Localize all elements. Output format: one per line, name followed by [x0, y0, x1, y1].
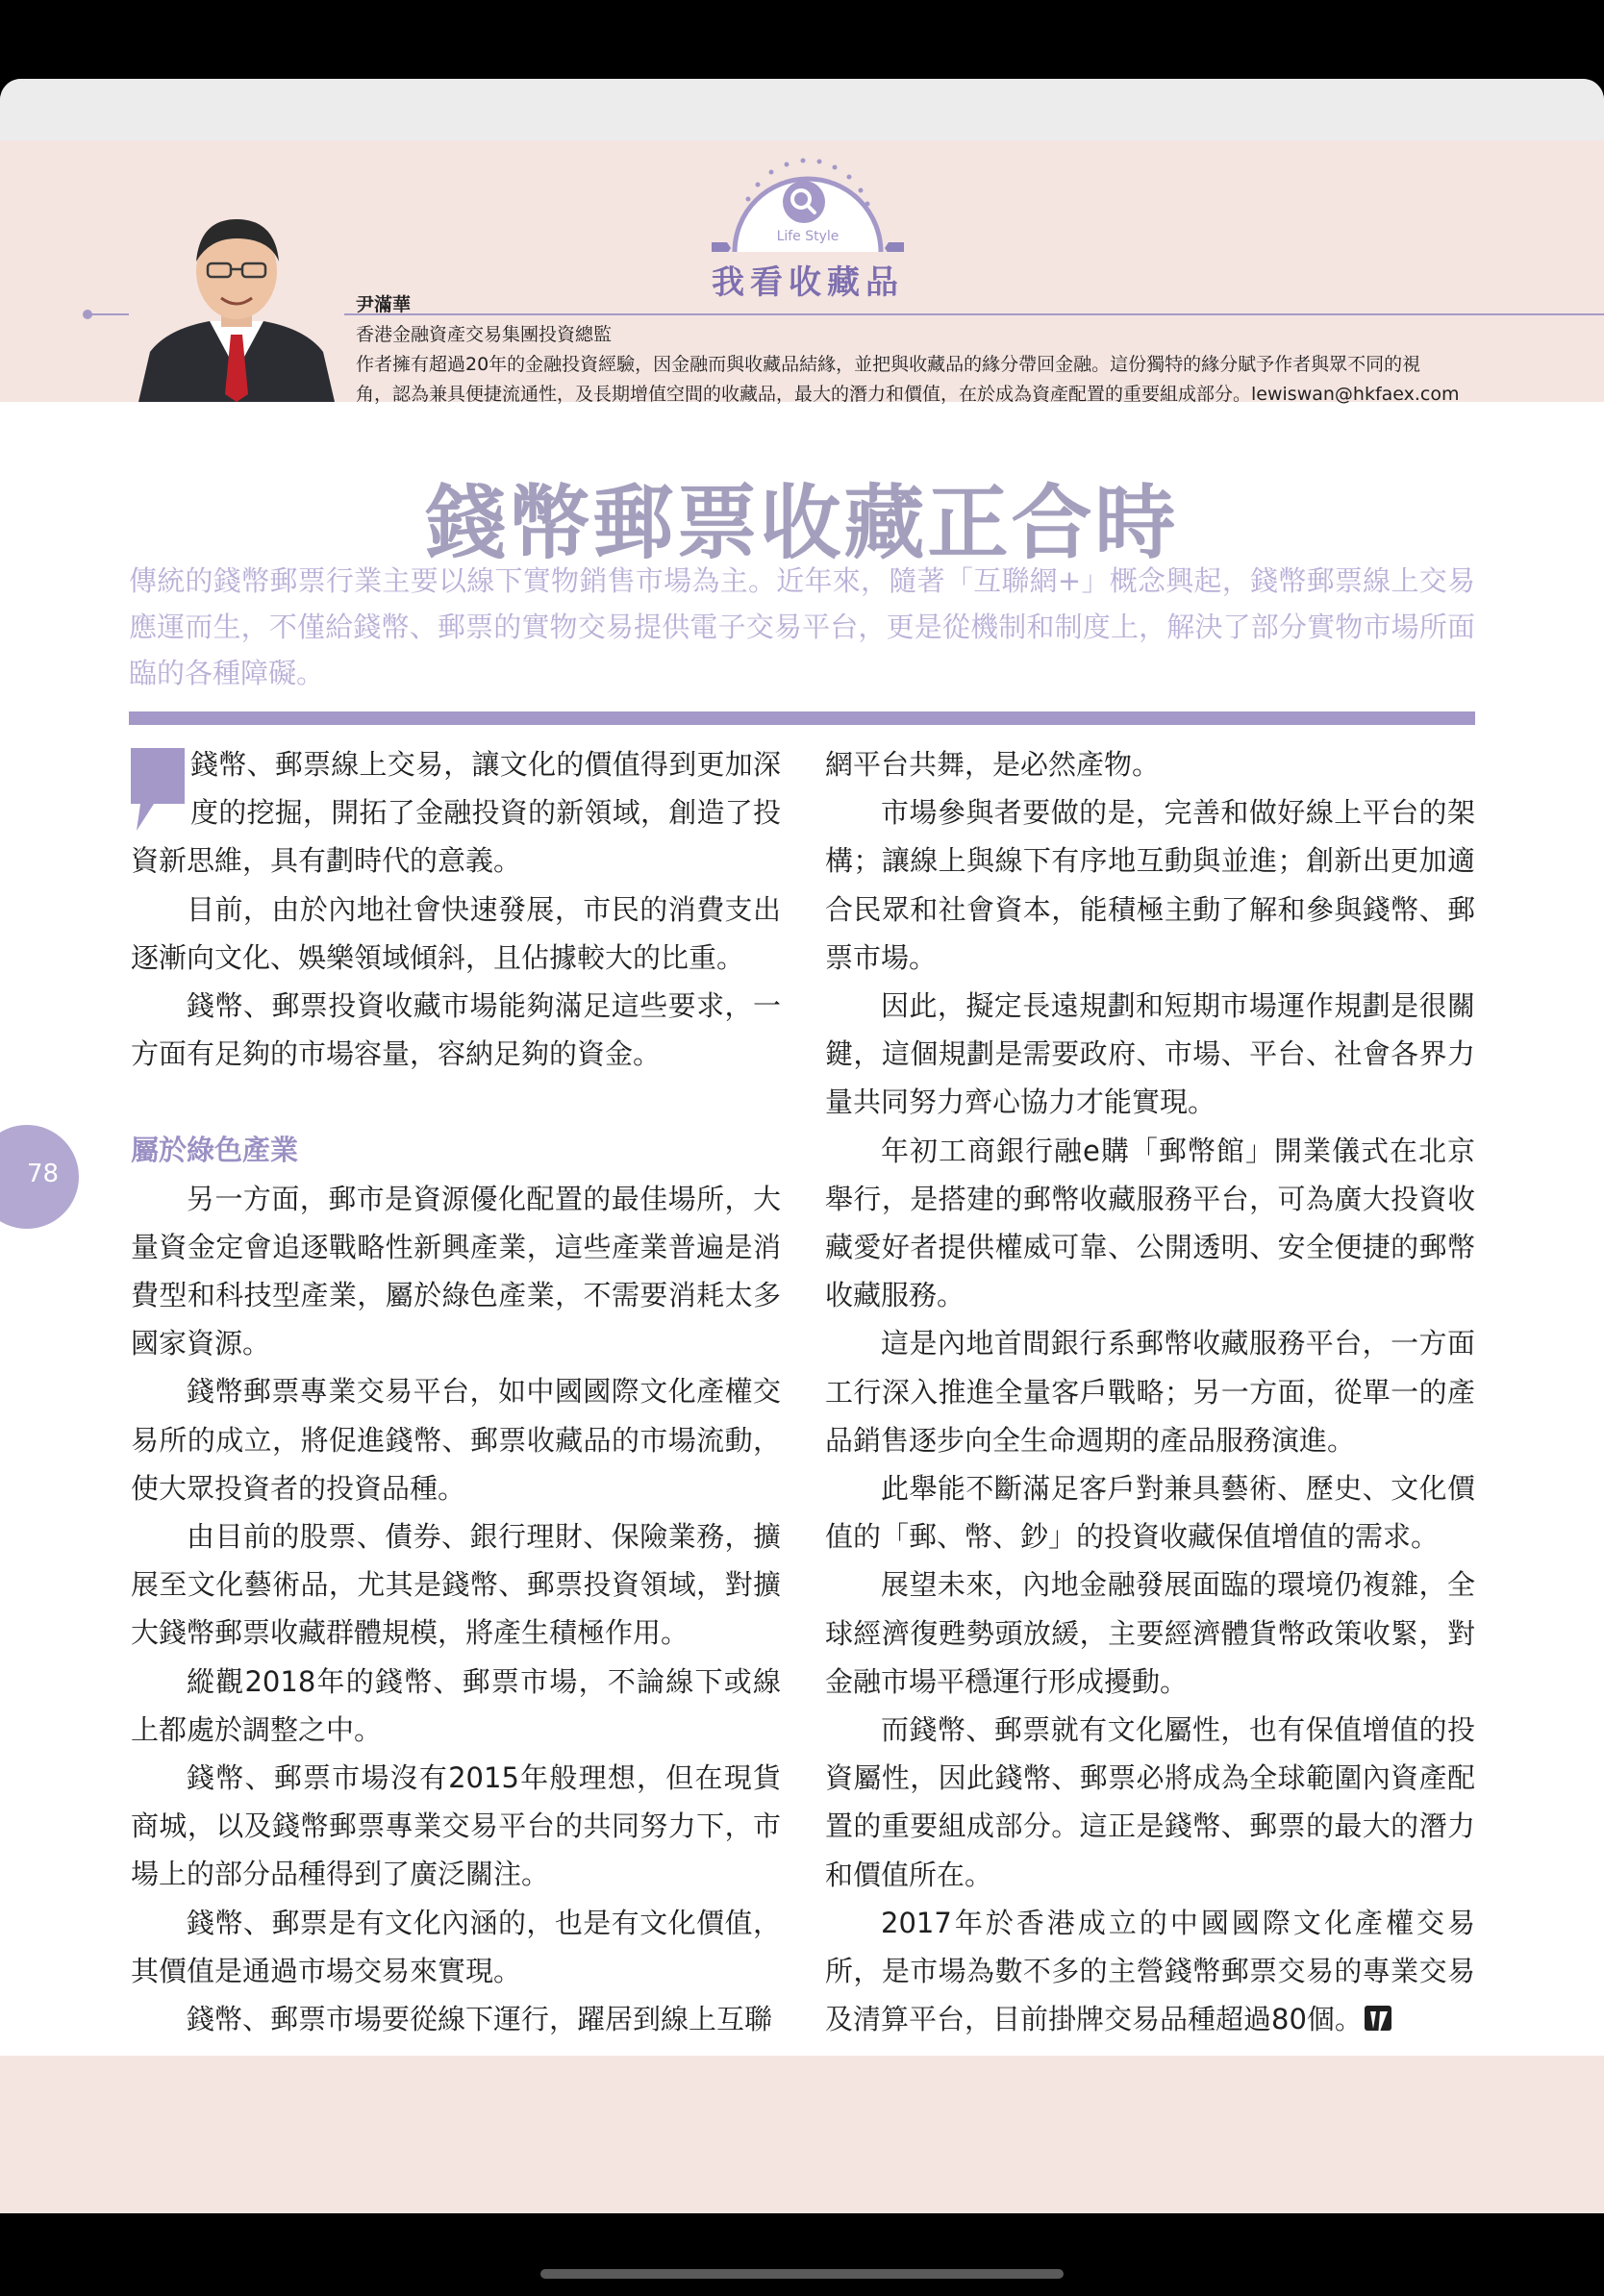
subheading: 屬於綠色產業 — [131, 1134, 299, 1167]
badge-label: Life Style — [776, 229, 840, 244]
paragraph: 而錢幣、郵票就有文化屬性，也有保值增值的投資屬性，因此錢幣、郵票必將成為全球範圍內資產配置的重要組成部分。這正是錢幣、郵票的最大的潛力和價值所在。 — [825, 1713, 1475, 1891]
author-info — [356, 290, 1491, 410]
paragraph: 展望未來，內地金融發展面臨的環境仍複雜，全球經濟復甦勢頭放緩，主要經濟體貨幣政策收緊，對金融市場平穩運行形成擾動。 — [825, 1568, 1475, 1698]
paragraph: 錢幣、郵票是有文化內涵的，也是有文化價值，其價值是通過市場交易來實現。 — [131, 1906, 781, 1987]
author-bio-line-2[interactable]: 角，認為兼具便捷流通性，及長期增值空間的收藏品，最大的潛力和價值，在於成為資產配置的重要組成部分。lewiswan@hkfaex.com — [356, 384, 1460, 405]
author-title: 香港金融資產交易集團投資總監 — [356, 324, 613, 345]
paragraph: 錢幣、郵票投資收藏市場能夠滿足這些要求，一方面有足夠的市場容量，容納足夠的資金。 — [131, 989, 781, 1071]
paragraph: 錢幣、郵票市場要從線下運行，躍居到線上互聯 — [187, 2003, 773, 2036]
magazine-page[interactable] — [0, 79, 1604, 2213]
author-name: 尹滿華 — [356, 294, 412, 315]
paragraph: 這是內地首間銀行系郵幣收藏服務平台，一方面工行深入推進全量客戶戰略；另一方面，從單一的產品銷售逐步向全生命週期的產品服務演進。 — [825, 1327, 1475, 1457]
paragraph: 由目前的股票、債券、銀行理財、保險業務，擴展至文化藝術品，尤其是錢幣、郵票投資領域，對擴大錢幣郵票收藏群體規模，將產生積極作用。 — [131, 1520, 781, 1650]
paragraph: 因此，擬定長遠規劃和短期市場運作規劃是很關鍵，這個規劃是需要政府、市場、平台、社會各界力量共同努力齊心協力才能實現。 — [825, 989, 1475, 1119]
article-title: 錢幣郵票收藏正合時 — [425, 475, 1179, 570]
author-bio-line-1: 作者擁有超過20年的金融投資經驗，因金融而與收藏品結緣，並把與收藏品的緣分帶回金融。這份獨特的緣分賦予作者與眾不同的視 — [356, 354, 1421, 375]
article-column-right — [825, 740, 1475, 2043]
viewer-top-strip — [0, 79, 1604, 140]
paragraph: 市場參與者要做的是，完善和做好線上平台的架構；讓線上與線下有序地互動與並進；創新出更加適合民眾和社會資本，能積極主動了解和參與錢幣、郵票市場。 — [825, 796, 1475, 974]
paragraph-text: 2017年於香港成立的中國國際文化產權交易所，是市場為數不多的主營錢幣郵票交易的專業交易及清算平台，目前掛牌交易品種超過80個。 — [825, 1906, 1475, 2036]
paragraph: 縱觀2018年的錢幣、郵票市場，不論線下或線上都處於調整之中。 — [131, 1664, 781, 1746]
page-number-badge — [0, 1125, 79, 1229]
author-portrait — [129, 202, 344, 402]
paragraph: 另一方面，郵市是資源優化配置的最佳場所，大量資金定會追逐戰略性新興產業，這些產業普遍是消費型和科技型產業，屬於綠色產業，不需要消耗太多國家資源。 — [131, 1182, 781, 1360]
home-indicator[interactable] — [540, 2269, 1064, 2279]
end-mark-icon — [1363, 2004, 1395, 2038]
paragraph: 網平台共舞，是必然產物。 — [825, 748, 1161, 781]
paragraph: 年初工商銀行融e購「郵幣館」開業儀式在北京舉行，是搭建的郵幣收藏服務平台，可為廣大投資收藏愛好者提供權威可靠、公開透明、安全便捷的郵幣收藏服務。 — [825, 1134, 1475, 1312]
life-style-badge — [712, 146, 904, 252]
column-title: 我看收藏品 — [712, 263, 904, 302]
paragraph: 目前，由於內地社會快速發展，市民的消費支出逐漸向文化、娛樂領域傾斜，且佔據較大的比重。 — [131, 892, 781, 974]
paragraph — [131, 740, 781, 886]
page-number: 78 — [27, 1160, 60, 1188]
lede-divider — [129, 711, 1475, 725]
page-footer-band — [0, 2056, 1604, 2213]
device-top-bezel — [0, 0, 1604, 79]
article-column-left — [131, 740, 781, 2043]
paragraph: 錢幣郵票專業交易平台，如中國國際文化產權交易所的成立，將促進錢幣、郵票收藏品的市場流動，使大眾投資者的投資品種。 — [131, 1375, 781, 1505]
magnifier-icon — [783, 181, 825, 223]
paragraph: 錢幣、郵票市場沒有2015年般理想，但在現貨商城，以及錢幣郵票專業交易平台的共同努力下，市場上的部分品種得到了廣泛關注。 — [131, 1761, 781, 1891]
paragraph: 此舉能不斷滿足客戶對兼具藝術、歷史、文化價值的「郵、幣、鈔」的投資收藏保值增值的需求。 — [825, 1472, 1475, 1554]
quote-mark-icon — [131, 748, 185, 831]
paragraph — [825, 1899, 1475, 2044]
paragraph-text: 錢幣、郵票線上交易，讓文化的價值得到更加深度的挖掘，開拓了金融投資的新領域，創造了投資新思維，具有劃時代的意義。 — [131, 748, 781, 878]
article-lede: 傳統的錢幣郵票行業主要以線下實物銷售市場為主。近年來，隨著「互聯網+」概念興起，錢幣郵票線上交易應運而生，不僅給錢幣、郵票的實物交易提供電子交易平台，更是從機制和制度上，解決了部分實物市場所面臨的各種障礙。 — [129, 564, 1475, 689]
